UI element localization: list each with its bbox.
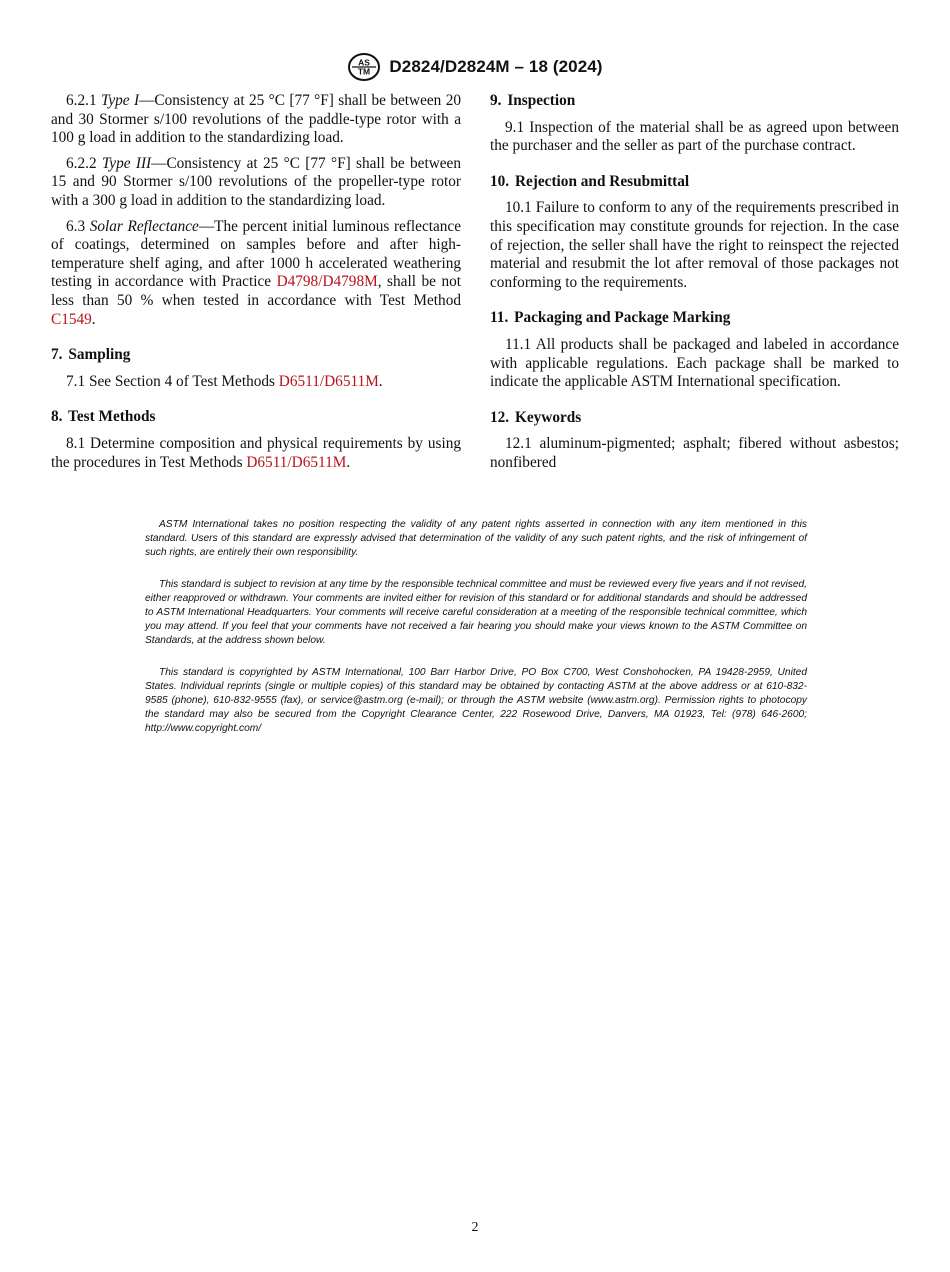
paragraph-10-1 (490, 199, 899, 292)
paragraph-text: Inspection of the material shall be as agreed upon between the purchaser and the seller as part of the purchase contract. (490, 118, 899, 155)
paragraph-text: —Consistency at 25 °C [77 °F] shall be between 15 and 90 Stormer s/100 revolutions of the propeller-type rotor with a 300 g load in addition to the standardizing load. (51, 154, 461, 209)
paragraph-11-1 (490, 336, 899, 392)
paragraph-number: 8.1 (66, 434, 86, 452)
paragraph-12-1 (490, 435, 899, 472)
link-d4798[interactable]: D4798/D4798M (276, 273, 378, 291)
section-number: 12. (490, 408, 510, 426)
section-gap (51, 336, 461, 346)
paragraph-8-1 (51, 435, 461, 472)
revision-notice: This standard is subject to revision at any time by the responsible technical committee and must be reviewed every five years and if not revised, either reapproved or withdrawn. Your comments are invited either for revision of this standard or for additional standards and should be addressed to ASTM International Headquarters. Your comments will receive careful consideration at a meeting of the responsible technical committee, which you may attend. If you feel that your comments have not received a fair hearing you should make your views known to the ASTM Committee on Standards, at the address shown below. (145, 579, 807, 646)
paragraph-number: 6.2.1 (66, 92, 97, 109)
paragraph-text: aluminum-pigmented; asphalt; fibered without asbestos; nonfibered (490, 435, 899, 471)
patent-notice: ASTM International takes no position respecting the validity of any patent rights asserted in connection with any item mentioned in this standard. Users of this standard are expressly advised that determination of the validity of any such patent rights, and the risk of infringement of such rights, are entirely their own responsibility. (145, 519, 807, 558)
paragraph-number: 12.1 (505, 435, 532, 453)
section-number: 8. (51, 408, 63, 426)
term-solar-reflectance: Solar Reflectance (89, 217, 199, 235)
section-heading-10 (490, 173, 899, 192)
paragraph-text: . (91, 310, 96, 328)
paragraph-text: See Section 4 of Test Methods (88, 372, 275, 390)
section-number: 11. (490, 309, 509, 327)
right-column (490, 92, 899, 480)
paragraph-6-2-1 (51, 92, 461, 148)
section-title: Sampling (68, 346, 131, 364)
paragraph-9-1 (490, 119, 899, 156)
paragraph-number: 11.1 (505, 335, 532, 353)
paragraph-text: All products shall be packaged and labeled in accordance with applicable regulations. Each package shall be marked to indicate the applicable ASTM International specification. (490, 335, 900, 391)
section-title: Inspection (507, 92, 576, 109)
section-heading-12 (490, 409, 899, 428)
header-row (347, 52, 602, 82)
astm-logo-icon (347, 52, 381, 82)
section-number: 9. (490, 92, 502, 109)
link-d6511[interactable]: D6511/D6511M (278, 372, 379, 390)
link-d6511[interactable]: D6511/D6511M (246, 453, 347, 471)
link-c1549[interactable]: C1549 (51, 310, 92, 328)
section-gap (490, 163, 899, 173)
paragraph-text: Failure to conform to any of the requirements prescribed in this specification may constitute grounds for rejection. In the case of rejection, the seller shall have the right to reinspect the rejected material and resubmit the lot after removal of those packages not conforming to the requirements. (490, 199, 899, 291)
page-number: 2 (471, 1220, 479, 1235)
paragraph-text: —Consistency at 25 °C [77 °F] shall be between 20 and 30 Stormer s/100 revolutions of the paddle-type rotor with a 100 g load in addition to the standardizing load. (51, 92, 461, 147)
section-title: Test Methods (68, 408, 156, 426)
paragraph-number: 10.1 (505, 199, 532, 217)
paragraph-6-3 (51, 218, 461, 330)
section-gap (51, 398, 461, 408)
paragraph-text: , shall be not less than 50 % when tested in accordance with Test Method (51, 273, 461, 309)
paragraph-text: . (346, 453, 351, 471)
term-type-iii: Type III (101, 154, 152, 172)
paragraph-6-2-2 (51, 155, 461, 211)
paragraph-text: . (378, 372, 383, 390)
left-column (51, 92, 461, 479)
svg-text:AS: AS (358, 57, 371, 68)
section-gap (490, 399, 899, 409)
term-type-i: Type I (100, 92, 140, 109)
section-title: Keywords (514, 408, 582, 426)
section-number: 7. (51, 346, 63, 364)
section-title: Rejection and Resubmittal (514, 172, 690, 190)
paragraph-number: 6.3 (66, 217, 86, 235)
section-gap (490, 299, 899, 309)
section-heading-11 (490, 309, 899, 328)
paragraph-7-1 (51, 373, 461, 392)
section-heading-9 (490, 92, 899, 111)
paragraph-text: —The percent initial luminous reflectance of coatings, determined on samples before and after high-temperature shelf aging, and after 1000 h accelerated weathering testing in accordance with Practice (51, 217, 462, 291)
page-header (0, 52, 950, 87)
legal-notices (145, 518, 807, 754)
paragraph-number: 9.1 (505, 118, 525, 136)
section-heading-7 (51, 346, 461, 365)
section-number: 10. (490, 172, 510, 190)
paragraph-number: 7.1 (66, 372, 86, 390)
section-heading-8 (51, 408, 461, 427)
svg-text:TM: TM (358, 66, 371, 77)
copyright-notice: This standard is copyrighted by ASTM International, 100 Barr Harbor Drive, PO Box C700, West Conshohocken, PA 19428-2959, United States. Individual reprints (single or multiple copies) of this standard may be obtained by contacting ASTM at the above address or at 610-832-9585 (phone), 610-832-9555 (fax), or service@astm.org (e-mail); or through the ASTM website (www.astm.org). Permission rights to photocopy the standard may also be secured from the Copyright Clearance Center, 222 Rosewood Drive, Danvers, MA 01923, Tel: (978) 646-2600; http://www.copyright.com/ (145, 667, 807, 734)
paragraph-text: Determine composition and physical requirements by using the procedures in Test Methods (51, 434, 461, 471)
paragraph-number: 6.2.2 (66, 154, 97, 172)
standard-designation: D2824/D2824M – 18 (2024) (389, 57, 603, 76)
section-title: Packaging and Package Marking (514, 309, 731, 327)
